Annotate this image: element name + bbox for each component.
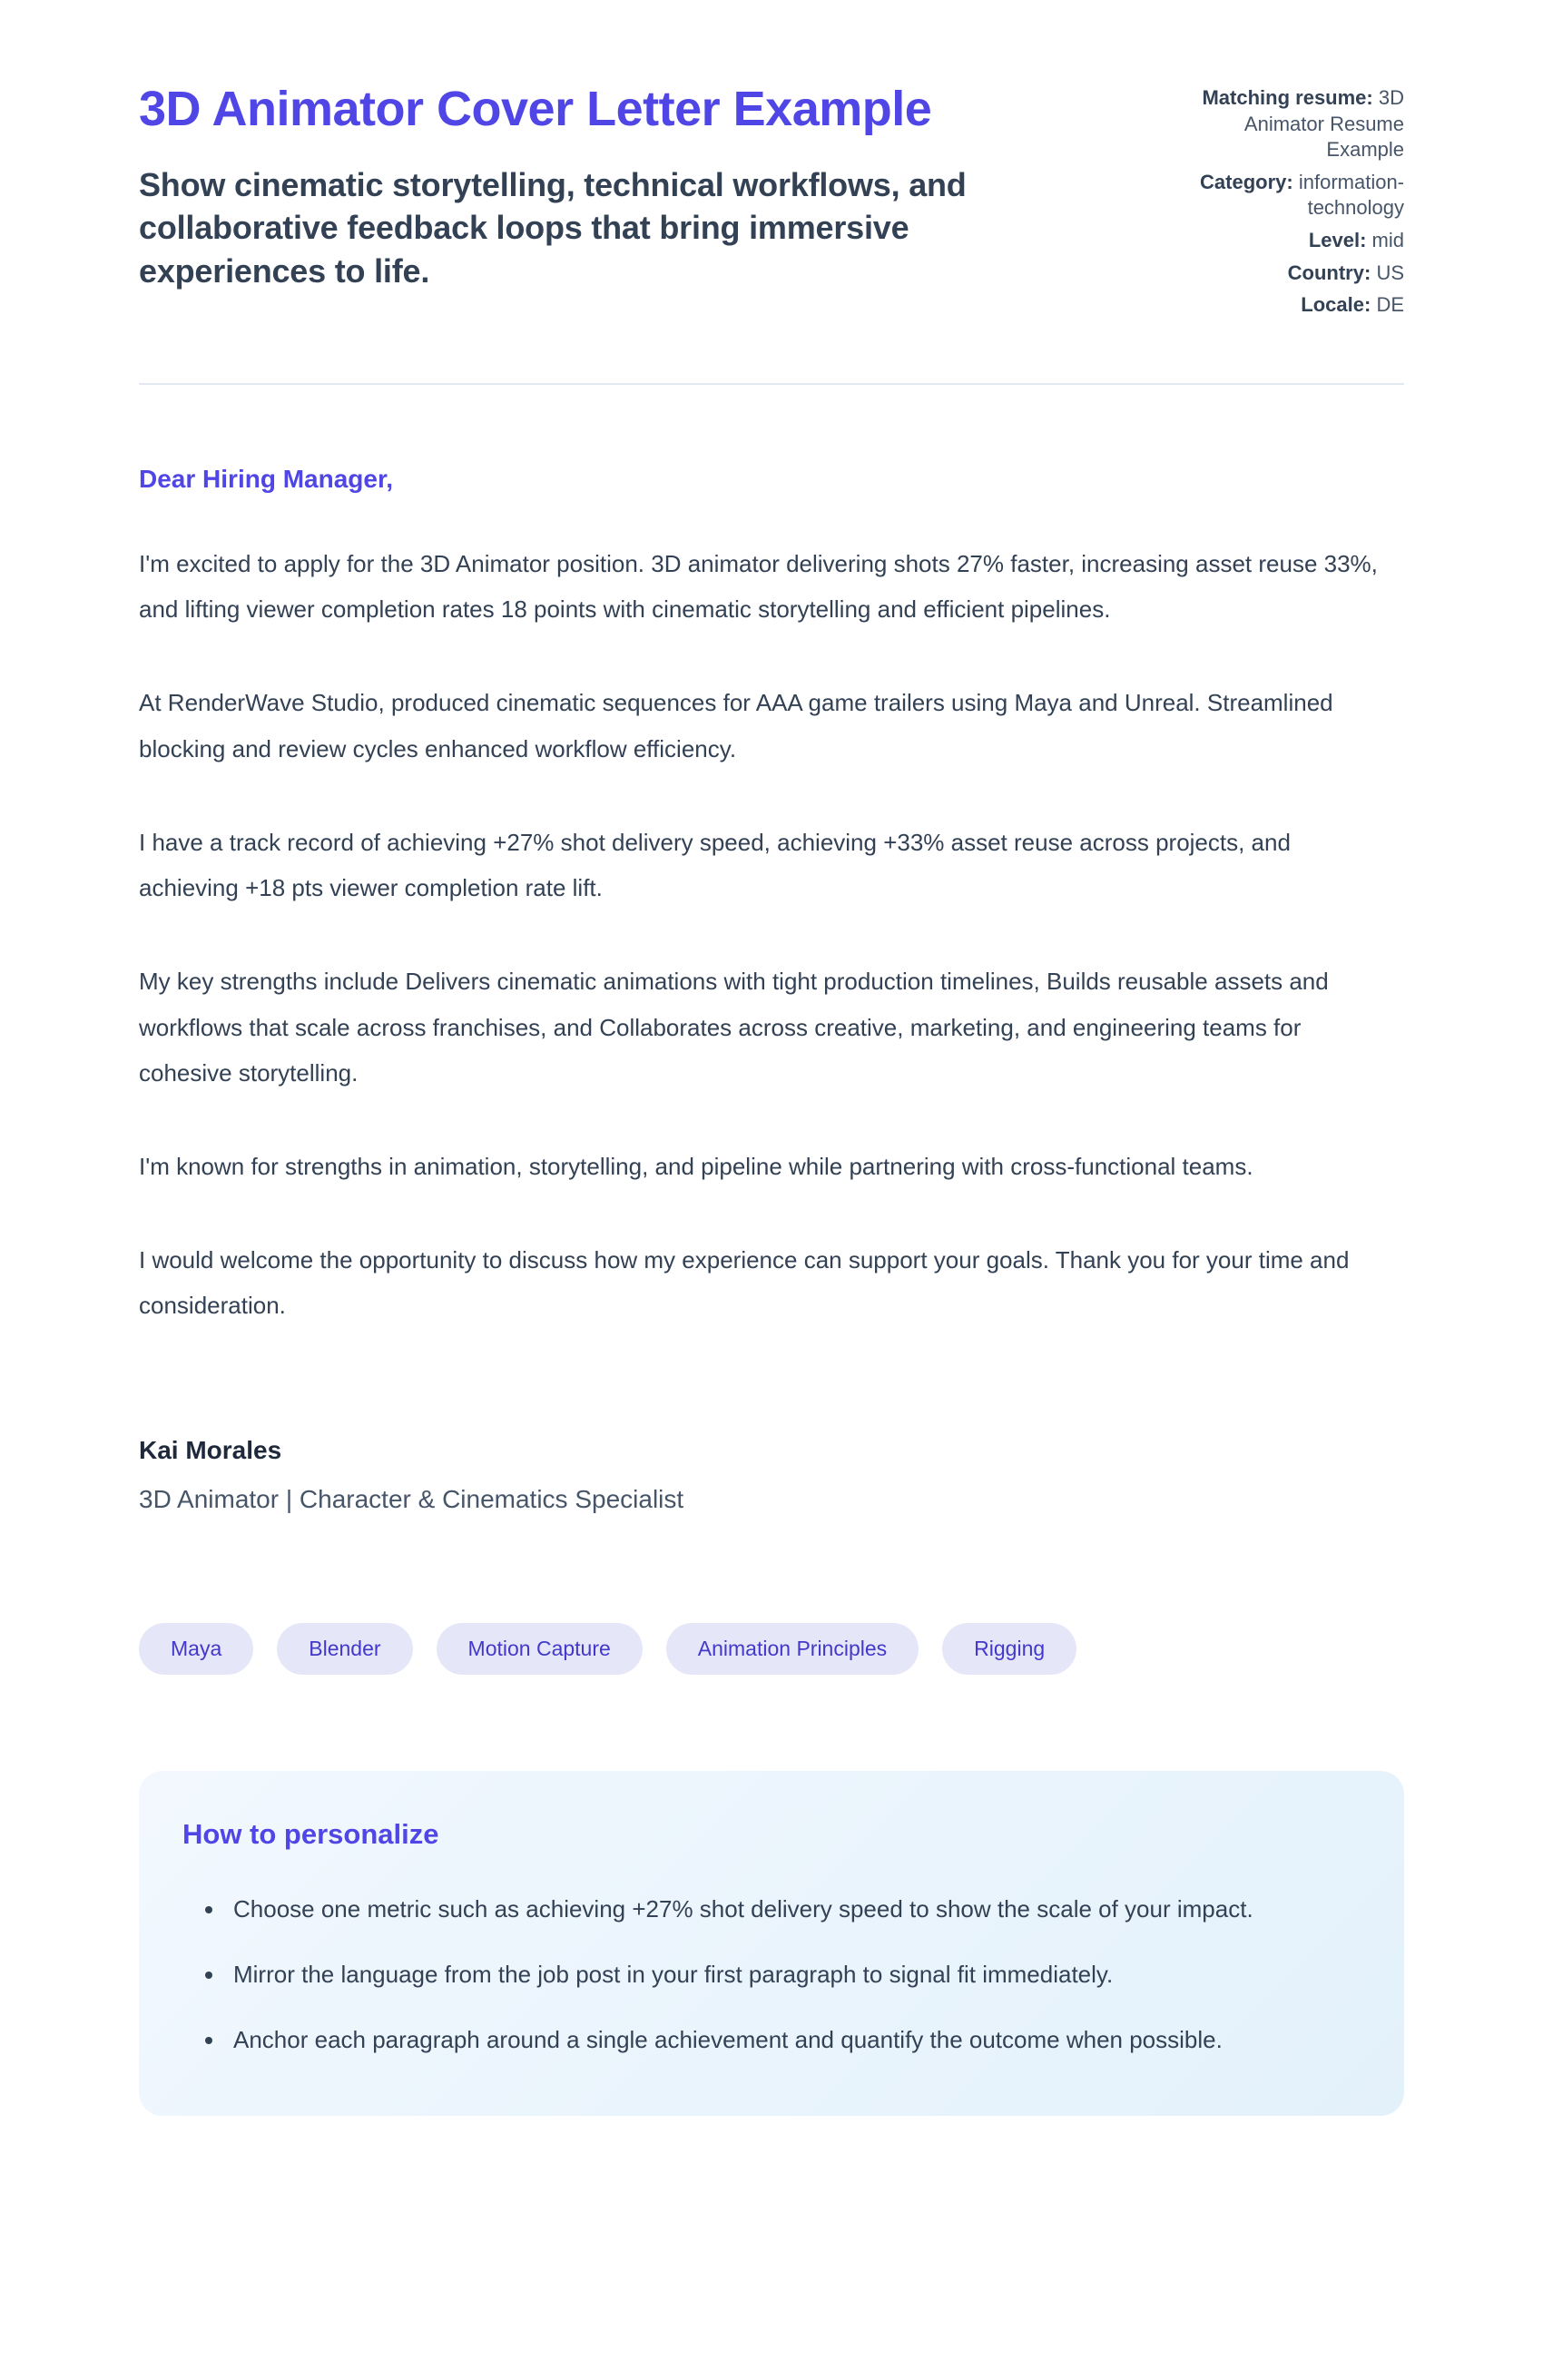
personalize-callout bbox=[139, 1771, 1404, 2116]
meta-level-value: mid bbox=[1371, 228, 1404, 251]
callout-title: How to personalize bbox=[182, 1818, 439, 1850]
meta-level-label: Level: bbox=[1308, 228, 1367, 251]
letter-paragraph: I'm known for strengths in animation, storytelling, and pipeline while partnering with cross-functional teams. bbox=[139, 1152, 1253, 1180]
letter-body bbox=[139, 465, 1404, 2117]
meta-country-value: US bbox=[1376, 261, 1404, 284]
page-title: 3D Animator Cover Letter Example bbox=[139, 82, 932, 136]
callout-bullet-list bbox=[182, 1887, 1353, 2061]
meta-level bbox=[1177, 228, 1404, 254]
page-subtitle: Show cinematic storytelling, technical workflows, and collaborative feedback loops that bring immersive experiences to life. bbox=[139, 165, 967, 290]
header-left bbox=[139, 80, 1119, 292]
tag-pill-maya[interactable]: Maya bbox=[139, 1623, 253, 1675]
divider bbox=[139, 383, 1404, 385]
meta-category-value: information-technology bbox=[1298, 170, 1404, 220]
meta-matching-resume bbox=[1177, 85, 1404, 163]
meta-matching-resume-value: 3D Animator Resume Example bbox=[1243, 86, 1404, 162]
callout-bullet: • Mirror the language from the job post in your first paragraph to signal fit immediately. bbox=[226, 1952, 1351, 1996]
meta-locale-label: Locale: bbox=[1301, 293, 1371, 317]
callout-bullet: • Choose one metric such as achieving +27% shot delivery speed to show the scale of your impact. bbox=[226, 1887, 1351, 1931]
meta-locale bbox=[1177, 292, 1404, 319]
letter-paragraph: I would welcome the opportunity to discuss how my experience can support your goals. Thank you for your time and consideration. bbox=[139, 1245, 1350, 1320]
meta-country bbox=[1177, 261, 1404, 287]
meta-panel bbox=[1177, 80, 1404, 325]
meta-country-label: Country: bbox=[1287, 261, 1371, 284]
signature-role: 3D Animator | Character & Cinematics Specialist bbox=[139, 1485, 684, 1513]
tag-pill-animation-principles[interactable]: Animation Principles bbox=[666, 1623, 919, 1675]
tag-pill-rigging[interactable]: Rigging bbox=[942, 1623, 1076, 1675]
letter-paragraph: I have a track record of achieving +27% shot delivery speed, achieving +33% asset reuse across projects, and achieving +18 pts viewer completion rate lift. bbox=[139, 828, 1291, 902]
letter-paragraph: At RenderWave Studio, produced cinematic sequences for AAA game trailers using Maya and Unreal. Streamlined blocking and review cycles enhanced workflow efficiency. bbox=[139, 689, 1333, 762]
tag-list bbox=[139, 1623, 1404, 1675]
letter-paragraph: I'm excited to apply for the 3D Animator position. 3D animator delivering shots 27% faster, increasing asset reuse 33%, and lifting viewer completion rates 18 points with cinematic storytelling and efficient pipelines. bbox=[139, 549, 1378, 624]
salutation: Dear Hiring Manager, bbox=[139, 464, 394, 493]
meta-locale-value: DE bbox=[1376, 293, 1404, 317]
tag-pill-motion-capture[interactable]: Motion Capture bbox=[437, 1623, 643, 1675]
meta-category-label: Category: bbox=[1200, 170, 1293, 193]
tag-pill-blender[interactable]: Blender bbox=[277, 1623, 412, 1675]
letter-paragraph: My key strengths include Delivers cinematic animations with tight production timelines, Builds reusable assets and workflows that scale across franchises, and Collaborates across creative, marketing, and engineering teams for cohesive storytelling. bbox=[139, 967, 1329, 1087]
meta-matching-resume-label: Matching resume: bbox=[1202, 86, 1373, 109]
header bbox=[139, 80, 1404, 325]
callout-bullet: • Anchor each paragraph around a single achievement and quantify the outcome when possible. bbox=[226, 2018, 1351, 2061]
meta-category bbox=[1177, 170, 1404, 221]
signature-name: Kai Morales bbox=[139, 1436, 282, 1464]
